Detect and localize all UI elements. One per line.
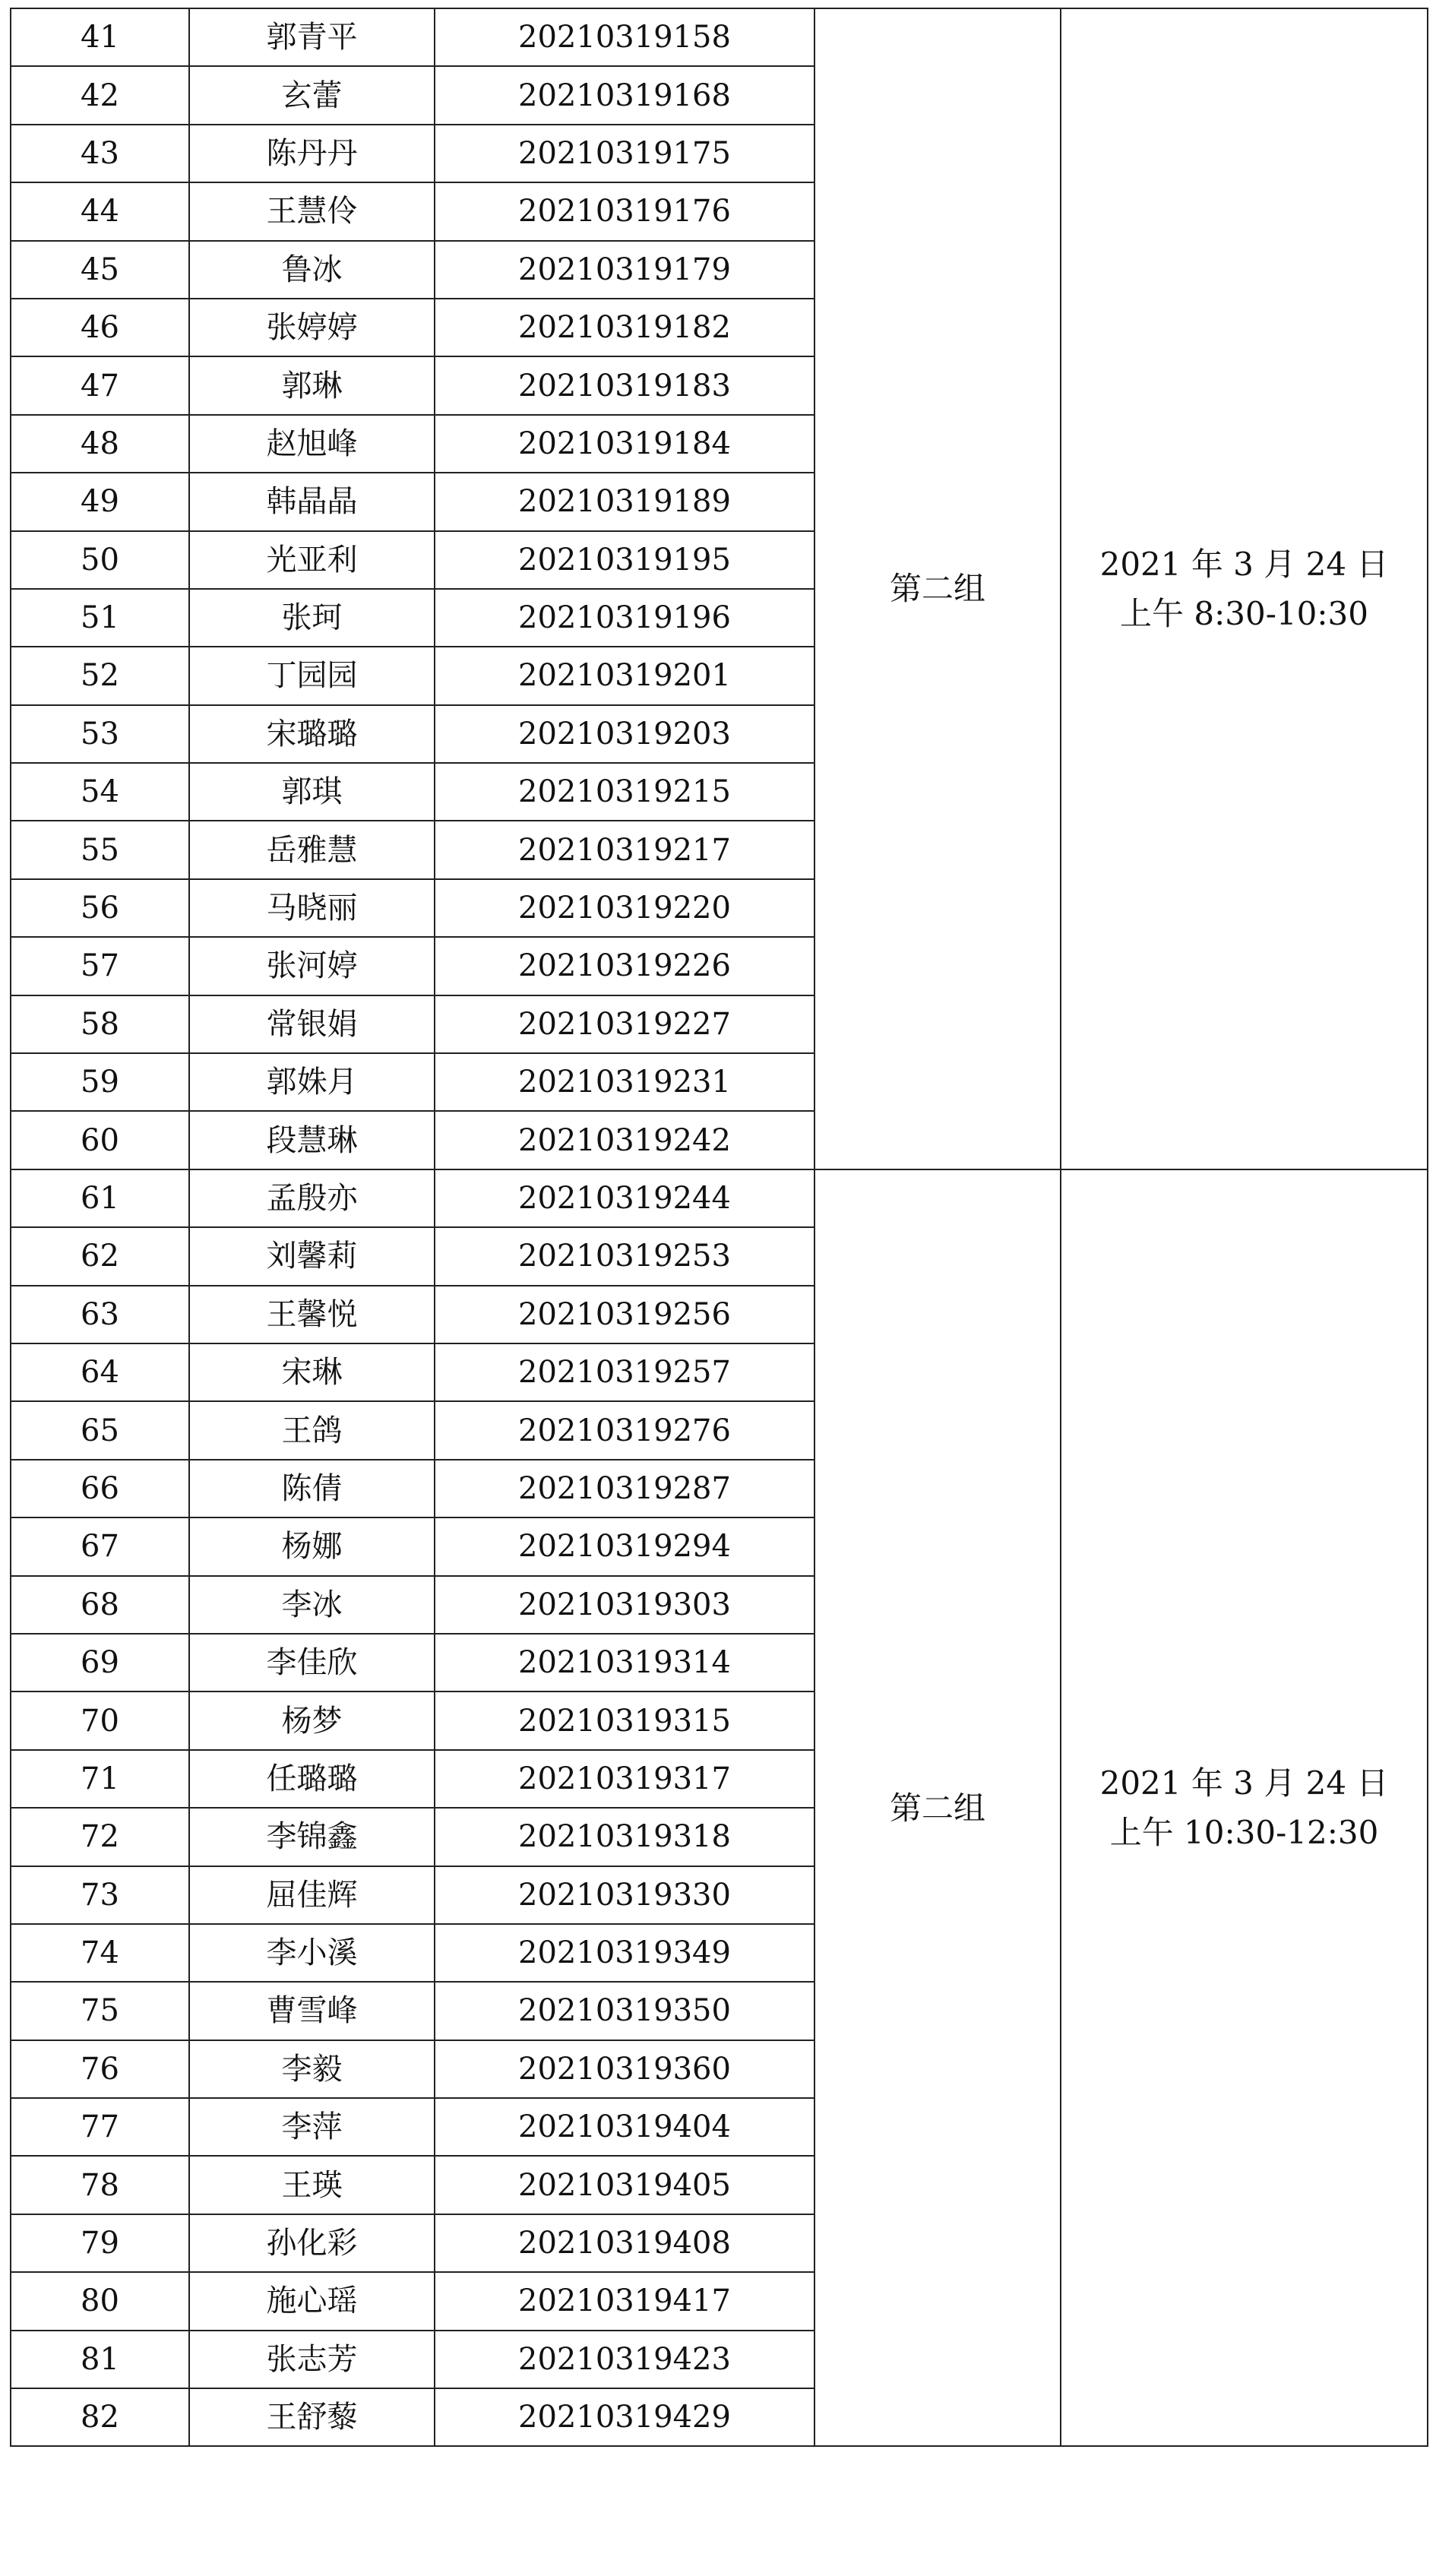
name-cell: 张志芳 [189,2331,435,2388]
exam-id-cell: 20210319158 [435,8,814,66]
row-number-cell: 71 [11,1750,189,1808]
name-cell: 鲁冰 [189,241,435,299]
row-number-cell: 66 [11,1460,189,1517]
name-cell: 王慧伶 [189,182,435,240]
exam-id-cell: 20210319350 [435,1982,814,2040]
row-number-cell: 45 [11,241,189,299]
exam-id-cell: 20210319349 [435,1924,814,1982]
group-cell: 第二组 [814,1169,1061,2447]
exam-id-cell: 20210319203 [435,705,814,763]
exam-id-cell: 20210319196 [435,589,814,647]
exam-id-cell: 20210319227 [435,995,814,1053]
name-cell: 宋璐璐 [189,705,435,763]
exam-id-cell: 20210319231 [435,1053,814,1111]
name-cell: 丁园园 [189,647,435,704]
exam-id-cell: 20210319330 [435,1866,814,1924]
row-number-cell: 51 [11,589,189,647]
row-number-cell: 75 [11,1982,189,2040]
row-number-cell: 53 [11,705,189,763]
row-number-cell: 58 [11,995,189,1053]
name-cell: 孟殷亦 [189,1169,435,1227]
exam-id-cell: 20210319408 [435,2214,814,2272]
group-cell: 第二组 [814,8,1061,1169]
exam-id-cell: 20210319217 [435,821,814,878]
name-cell: 任璐璐 [189,1750,435,1808]
row-number-cell: 54 [11,763,189,821]
exam-id-cell: 20210319195 [435,531,814,589]
name-cell: 常银娟 [189,995,435,1053]
row-number-cell: 79 [11,2214,189,2272]
exam-id-cell: 20210319244 [435,1169,814,1227]
row-number-cell: 50 [11,531,189,589]
row-number-cell: 44 [11,182,189,240]
exam-time-cell [1061,1169,1428,2447]
row-number-cell: 56 [11,879,189,937]
roster-table-body [11,8,1428,2446]
row-number-cell: 41 [11,8,189,66]
exam-time-line: 上午 8:30-10:30 [1120,594,1368,632]
exam-id-cell: 20210319317 [435,1750,814,1808]
name-cell: 马晓丽 [189,879,435,937]
row-number-cell: 65 [11,1401,189,1459]
row-number-cell: 74 [11,1924,189,1982]
row-number-cell: 82 [11,2388,189,2446]
exam-id-cell: 20210319183 [435,356,814,414]
exam-id-cell: 20210319182 [435,299,814,356]
exam-id-cell: 20210319179 [435,241,814,299]
name-cell: 李冰 [189,1576,435,1634]
row-number-cell: 69 [11,1634,189,1691]
name-cell: 李佳欣 [189,1634,435,1691]
exam-id-cell: 20210319220 [435,879,814,937]
row-number-cell: 73 [11,1866,189,1924]
name-cell: 郭琪 [189,763,435,821]
exam-id-cell: 20210319318 [435,1808,814,1866]
exam-id-cell: 20210319417 [435,2272,814,2330]
row-number-cell: 47 [11,356,189,414]
exam-id-cell: 20210319423 [435,2331,814,2388]
name-cell: 孙化彩 [189,2214,435,2272]
exam-id-cell: 20210319303 [435,1576,814,1634]
row-number-cell: 59 [11,1053,189,1111]
row-number-cell: 61 [11,1169,189,1227]
row-number-cell: 80 [11,2272,189,2330]
row-number-cell: 62 [11,1227,189,1285]
exam-id-cell: 20210319287 [435,1460,814,1517]
name-cell: 王舒藜 [189,2388,435,2446]
row-number-cell: 68 [11,1576,189,1634]
table-row [11,8,1428,66]
exam-id-cell: 20210319175 [435,125,814,182]
name-cell: 刘馨莉 [189,1227,435,1285]
exam-id-cell: 20210319256 [435,1286,814,1343]
exam-id-cell: 20210319226 [435,937,814,995]
name-cell: 李锦鑫 [189,1808,435,1866]
row-number-cell: 70 [11,1691,189,1749]
exam-id-cell: 20210319405 [435,2156,814,2214]
name-cell: 张河婷 [189,937,435,995]
exam-id-cell: 20210319242 [435,1111,814,1169]
name-cell: 张婷婷 [189,299,435,356]
row-number-cell: 63 [11,1286,189,1343]
name-cell: 施心瑶 [189,2272,435,2330]
row-number-cell: 78 [11,2156,189,2214]
name-cell: 曹雪峰 [189,1982,435,2040]
name-cell: 光亚利 [189,531,435,589]
exam-time-cell [1061,8,1428,1169]
name-cell: 王鸽 [189,1401,435,1459]
exam-date-line: 2021 年 3 月 24 日 [1099,545,1389,583]
row-number-cell: 42 [11,66,189,124]
row-number-cell: 76 [11,2040,189,2098]
name-cell: 杨梦 [189,1691,435,1749]
name-cell: 杨娜 [189,1517,435,1575]
exam-time-line: 上午 10:30-12:30 [1109,1814,1379,1852]
roster-table [10,8,1428,2447]
row-number-cell: 60 [11,1111,189,1169]
row-number-cell: 72 [11,1808,189,1866]
name-cell: 郭琳 [189,356,435,414]
name-cell: 张珂 [189,589,435,647]
exam-id-cell: 20210319176 [435,182,814,240]
name-cell: 郭青平 [189,8,435,66]
name-cell: 郭姝月 [189,1053,435,1111]
name-cell: 玄蕾 [189,66,435,124]
exam-id-cell: 20210319215 [435,763,814,821]
name-cell: 韩晶晶 [189,473,435,530]
exam-id-cell: 20210319201 [435,647,814,704]
name-cell: 李小溪 [189,1924,435,1982]
exam-id-cell: 20210319429 [435,2388,814,2446]
name-cell: 宋琳 [189,1343,435,1401]
row-number-cell: 46 [11,299,189,356]
name-cell: 李萍 [189,2098,435,2156]
exam-id-cell: 20210319276 [435,1401,814,1459]
exam-id-cell: 20210319184 [435,415,814,473]
exam-id-cell: 20210319314 [435,1634,814,1691]
row-number-cell: 57 [11,937,189,995]
row-number-cell: 55 [11,821,189,878]
exam-id-cell: 20210319253 [435,1227,814,1285]
name-cell: 赵旭峰 [189,415,435,473]
name-cell: 王瑛 [189,2156,435,2214]
exam-id-cell: 20210319360 [435,2040,814,2098]
row-number-cell: 48 [11,415,189,473]
name-cell: 李毅 [189,2040,435,2098]
row-number-cell: 81 [11,2331,189,2388]
exam-id-cell: 20210319404 [435,2098,814,2156]
row-number-cell: 77 [11,2098,189,2156]
name-cell: 王馨悦 [189,1286,435,1343]
exam-id-cell: 20210319315 [435,1691,814,1749]
exam-id-cell: 20210319168 [435,66,814,124]
row-number-cell: 43 [11,125,189,182]
exam-id-cell: 20210319189 [435,473,814,530]
name-cell: 陈倩 [189,1460,435,1517]
exam-date-line: 2021 年 3 月 24 日 [1099,1764,1389,1802]
row-number-cell: 64 [11,1343,189,1401]
name-cell: 屈佳辉 [189,1866,435,1924]
row-number-cell: 52 [11,647,189,704]
exam-id-cell: 20210319294 [435,1517,814,1575]
table-row [11,1169,1428,1227]
name-cell: 段慧琳 [189,1111,435,1169]
row-number-cell: 67 [11,1517,189,1575]
name-cell: 岳雅慧 [189,821,435,878]
exam-id-cell: 20210319257 [435,1343,814,1401]
row-number-cell: 49 [11,473,189,530]
name-cell: 陈丹丹 [189,125,435,182]
